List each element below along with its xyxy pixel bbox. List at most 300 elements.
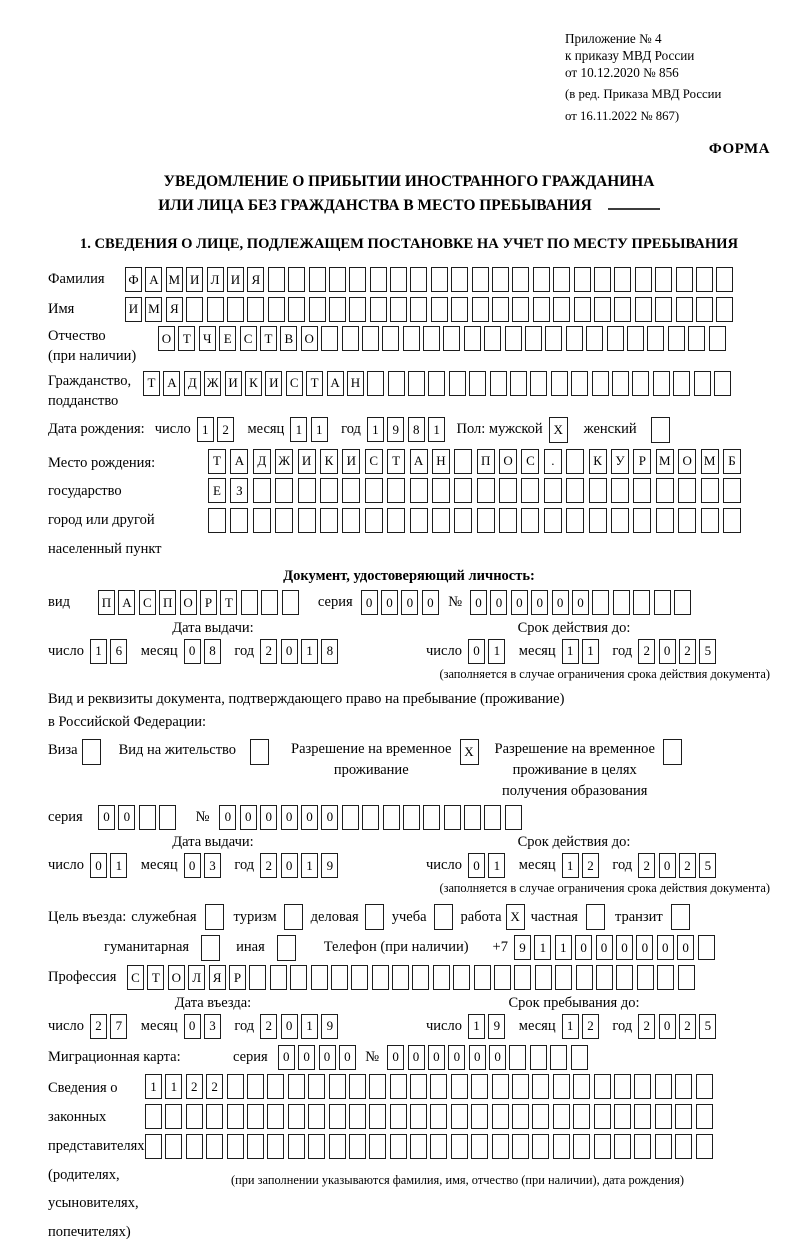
char-cell[interactable]: [655, 297, 672, 322]
char-cell[interactable]: 1: [562, 1014, 579, 1039]
char-cell[interactable]: 0: [301, 805, 318, 830]
char-cell[interactable]: [632, 371, 649, 396]
char-cell[interactable]: 9: [387, 417, 404, 442]
char-cell[interactable]: [611, 508, 629, 533]
char-cell[interactable]: [433, 965, 450, 990]
char-cell[interactable]: [469, 371, 486, 396]
char-cell[interactable]: [230, 508, 248, 533]
char-cell[interactable]: Т: [208, 449, 226, 474]
char-cell[interactable]: 5: [699, 1014, 716, 1039]
char-cell[interactable]: [614, 1074, 631, 1099]
char-cell[interactable]: [678, 478, 696, 503]
char-cell[interactable]: О: [499, 449, 517, 474]
char-cell[interactable]: [512, 1074, 529, 1099]
char-cell[interactable]: [365, 508, 383, 533]
char-cell[interactable]: [651, 417, 670, 443]
char-cell[interactable]: Я: [166, 297, 183, 322]
char-cell[interactable]: [676, 267, 693, 292]
char-cell[interactable]: 0: [448, 1045, 465, 1070]
char-cell[interactable]: 9: [321, 853, 338, 878]
char-cell[interactable]: 0: [184, 853, 201, 878]
char-cell[interactable]: [253, 478, 271, 503]
char-cell[interactable]: [428, 371, 445, 396]
char-cell[interactable]: [614, 1104, 631, 1129]
char-cell[interactable]: С: [286, 371, 303, 396]
char-cell[interactable]: И: [342, 449, 360, 474]
char-cell[interactable]: 0: [184, 639, 201, 664]
char-cell[interactable]: Н: [432, 449, 450, 474]
char-cell[interactable]: 1: [534, 935, 551, 960]
char-cell[interactable]: 0: [281, 639, 298, 664]
char-cell[interactable]: [505, 326, 522, 351]
char-cell[interactable]: [349, 1074, 366, 1099]
char-cell[interactable]: 0: [468, 853, 485, 878]
char-cell[interactable]: [655, 267, 672, 292]
char-cell[interactable]: [655, 1074, 672, 1099]
char-cell[interactable]: [492, 267, 509, 292]
char-cell[interactable]: [432, 478, 450, 503]
char-cell[interactable]: Ж: [204, 371, 221, 396]
char-cell[interactable]: [573, 1134, 590, 1159]
char-cell[interactable]: [329, 1074, 346, 1099]
char-cell[interactable]: 0: [281, 853, 298, 878]
char-cell[interactable]: [288, 1104, 305, 1129]
char-cell[interactable]: И: [298, 449, 316, 474]
char-cell[interactable]: 0: [659, 639, 676, 664]
char-cell[interactable]: [701, 508, 719, 533]
char-cell[interactable]: [566, 326, 583, 351]
char-cell[interactable]: 0: [575, 935, 592, 960]
char-cell[interactable]: П: [477, 449, 495, 474]
char-cell[interactable]: [544, 478, 562, 503]
char-cell[interactable]: О: [678, 449, 696, 474]
char-cell[interactable]: [390, 1134, 407, 1159]
char-cell[interactable]: [267, 1104, 284, 1129]
char-cell[interactable]: Д: [253, 449, 271, 474]
char-cell[interactable]: [675, 1134, 692, 1159]
char-cell[interactable]: [512, 297, 529, 322]
char-cell[interactable]: [451, 297, 468, 322]
char-cell[interactable]: [349, 267, 366, 292]
char-cell[interactable]: [329, 297, 346, 322]
char-cell[interactable]: [227, 1074, 244, 1099]
char-cell[interactable]: Т: [220, 590, 237, 615]
char-cell[interactable]: [247, 297, 264, 322]
char-cell[interactable]: [657, 965, 674, 990]
char-cell[interactable]: [432, 508, 450, 533]
char-cell[interactable]: [675, 1074, 692, 1099]
char-cell[interactable]: [227, 1104, 244, 1129]
char-cell[interactable]: [490, 371, 507, 396]
char-cell[interactable]: 0: [281, 805, 298, 830]
char-cell[interactable]: [611, 478, 629, 503]
char-cell[interactable]: 2: [582, 1014, 599, 1039]
char-cell[interactable]: [451, 1104, 468, 1129]
char-cell[interactable]: [530, 1045, 547, 1070]
char-cell[interactable]: [431, 267, 448, 292]
char-cell[interactable]: [186, 297, 203, 322]
char-cell[interactable]: 2: [206, 1074, 223, 1099]
char-cell[interactable]: 2: [679, 853, 696, 878]
char-cell[interactable]: [388, 371, 405, 396]
char-cell[interactable]: [249, 965, 266, 990]
char-cell[interactable]: [512, 1104, 529, 1129]
char-cell[interactable]: [410, 1074, 427, 1099]
char-cell[interactable]: [369, 1104, 386, 1129]
char-cell[interactable]: [408, 371, 425, 396]
char-cell[interactable]: 9: [514, 935, 531, 960]
char-cell[interactable]: X: [549, 417, 568, 443]
char-cell[interactable]: Т: [147, 965, 164, 990]
char-cell[interactable]: X: [460, 739, 479, 765]
char-cell[interactable]: И: [225, 371, 242, 396]
char-cell[interactable]: К: [320, 449, 338, 474]
char-cell[interactable]: 2: [260, 853, 277, 878]
char-cell[interactable]: [492, 297, 509, 322]
char-cell[interactable]: 0: [659, 853, 676, 878]
char-cell[interactable]: [431, 297, 448, 322]
char-cell[interactable]: [574, 297, 591, 322]
char-cell[interactable]: 0: [260, 805, 277, 830]
char-cell[interactable]: [250, 739, 269, 765]
char-cell[interactable]: Т: [306, 371, 323, 396]
char-cell[interactable]: [471, 1104, 488, 1129]
char-cell[interactable]: [309, 297, 326, 322]
char-cell[interactable]: [607, 326, 624, 351]
char-cell[interactable]: [696, 1074, 713, 1099]
char-cell[interactable]: [331, 965, 348, 990]
char-cell[interactable]: Я: [247, 267, 264, 292]
char-cell[interactable]: [367, 371, 384, 396]
char-cell[interactable]: [505, 805, 522, 830]
char-cell[interactable]: 9: [488, 1014, 505, 1039]
char-cell[interactable]: [655, 1134, 672, 1159]
char-cell[interactable]: [309, 267, 326, 292]
char-cell[interactable]: [688, 326, 705, 351]
char-cell[interactable]: [589, 508, 607, 533]
char-cell[interactable]: [694, 371, 711, 396]
char-cell[interactable]: [614, 297, 631, 322]
char-cell[interactable]: [288, 1074, 305, 1099]
char-cell[interactable]: [423, 326, 440, 351]
char-cell[interactable]: 5: [699, 853, 716, 878]
char-cell[interactable]: [275, 478, 293, 503]
char-cell[interactable]: [594, 1104, 611, 1129]
char-cell[interactable]: [382, 326, 399, 351]
char-cell[interactable]: [288, 297, 305, 322]
char-cell[interactable]: [723, 508, 741, 533]
char-cell[interactable]: [633, 478, 651, 503]
char-cell[interactable]: [656, 478, 674, 503]
char-cell[interactable]: [227, 1134, 244, 1159]
char-cell[interactable]: [574, 267, 591, 292]
char-cell[interactable]: [165, 1104, 182, 1129]
char-cell[interactable]: 0: [408, 1045, 425, 1070]
char-cell[interactable]: [247, 1104, 264, 1129]
char-cell[interactable]: 2: [260, 639, 277, 664]
char-cell[interactable]: [614, 267, 631, 292]
char-cell[interactable]: [390, 1074, 407, 1099]
char-cell[interactable]: [544, 508, 562, 533]
char-cell[interactable]: А: [410, 449, 428, 474]
char-cell[interactable]: [553, 1104, 570, 1129]
char-cell[interactable]: [673, 371, 690, 396]
char-cell[interactable]: [521, 478, 539, 503]
char-cell[interactable]: 0: [490, 590, 507, 615]
char-cell[interactable]: 0: [428, 1045, 445, 1070]
char-cell[interactable]: [390, 1104, 407, 1129]
char-cell[interactable]: 1: [555, 935, 572, 960]
char-cell[interactable]: О: [158, 326, 175, 351]
char-cell[interactable]: [201, 935, 220, 961]
char-cell[interactable]: Т: [387, 449, 405, 474]
char-cell[interactable]: 0: [118, 805, 135, 830]
char-cell[interactable]: [545, 326, 562, 351]
char-cell[interactable]: [696, 1134, 713, 1159]
char-cell[interactable]: 0: [511, 590, 528, 615]
char-cell[interactable]: [311, 965, 328, 990]
char-cell[interactable]: [678, 965, 695, 990]
char-cell[interactable]: [365, 904, 384, 930]
char-cell[interactable]: [586, 326, 603, 351]
char-cell[interactable]: [372, 965, 389, 990]
char-cell[interactable]: В: [280, 326, 297, 351]
char-cell[interactable]: [410, 1104, 427, 1129]
char-cell[interactable]: [653, 371, 670, 396]
char-cell[interactable]: [634, 1134, 651, 1159]
char-cell[interactable]: 1: [488, 853, 505, 878]
char-cell[interactable]: [633, 508, 651, 533]
char-cell[interactable]: С: [127, 965, 144, 990]
char-cell[interactable]: [655, 1104, 672, 1129]
char-cell[interactable]: [454, 508, 472, 533]
char-cell[interactable]: [451, 267, 468, 292]
char-cell[interactable]: И: [125, 297, 142, 322]
char-cell[interactable]: Б: [723, 449, 741, 474]
char-cell[interactable]: [298, 508, 316, 533]
char-cell[interactable]: [267, 1134, 284, 1159]
char-cell[interactable]: [145, 1134, 162, 1159]
char-cell[interactable]: [186, 1134, 203, 1159]
char-cell[interactable]: [696, 267, 713, 292]
char-cell[interactable]: [268, 267, 285, 292]
char-cell[interactable]: [594, 1074, 611, 1099]
char-cell[interactable]: [566, 508, 584, 533]
char-cell[interactable]: [696, 297, 713, 322]
char-cell[interactable]: [383, 805, 400, 830]
char-cell[interactable]: [627, 326, 644, 351]
char-cell[interactable]: 0: [552, 590, 569, 615]
char-cell[interactable]: Т: [178, 326, 195, 351]
char-cell[interactable]: [308, 1134, 325, 1159]
char-cell[interactable]: К: [245, 371, 262, 396]
char-cell[interactable]: [288, 267, 305, 292]
char-cell[interactable]: 0: [219, 805, 236, 830]
char-cell[interactable]: [592, 590, 609, 615]
char-cell[interactable]: 6: [110, 639, 127, 664]
char-cell[interactable]: [261, 590, 278, 615]
char-cell[interactable]: [571, 1045, 588, 1070]
char-cell[interactable]: [277, 935, 296, 961]
char-cell[interactable]: [533, 267, 550, 292]
char-cell[interactable]: 1: [428, 417, 445, 442]
char-cell[interactable]: Л: [188, 965, 205, 990]
char-cell[interactable]: П: [98, 590, 115, 615]
char-cell[interactable]: [678, 508, 696, 533]
char-cell[interactable]: [451, 1134, 468, 1159]
char-cell[interactable]: Н: [347, 371, 364, 396]
char-cell[interactable]: 2: [679, 1014, 696, 1039]
char-cell[interactable]: 0: [657, 935, 674, 960]
char-cell[interactable]: .: [544, 449, 562, 474]
char-cell[interactable]: [573, 1104, 590, 1129]
char-cell[interactable]: 1: [367, 417, 384, 442]
char-cell[interactable]: 0: [278, 1045, 295, 1070]
char-cell[interactable]: 2: [638, 853, 655, 878]
char-cell[interactable]: 1: [301, 1014, 318, 1039]
char-cell[interactable]: 0: [184, 1014, 201, 1039]
char-cell[interactable]: Е: [208, 478, 226, 503]
char-cell[interactable]: 3: [204, 853, 221, 878]
char-cell[interactable]: 0: [422, 590, 439, 615]
char-cell[interactable]: [321, 326, 338, 351]
char-cell[interactable]: [206, 1104, 223, 1129]
char-cell[interactable]: [647, 326, 664, 351]
char-cell[interactable]: 1: [90, 639, 107, 664]
char-cell[interactable]: [365, 478, 383, 503]
char-cell[interactable]: [82, 739, 101, 765]
char-cell[interactable]: [390, 267, 407, 292]
char-cell[interactable]: Р: [633, 449, 651, 474]
char-cell[interactable]: [477, 508, 495, 533]
char-cell[interactable]: 1: [197, 417, 214, 442]
char-cell[interactable]: [369, 1074, 386, 1099]
char-cell[interactable]: [443, 326, 460, 351]
char-cell[interactable]: А: [327, 371, 344, 396]
char-cell[interactable]: [484, 326, 501, 351]
char-cell[interactable]: [510, 371, 527, 396]
char-cell[interactable]: [329, 267, 346, 292]
char-cell[interactable]: [320, 478, 338, 503]
char-cell[interactable]: 0: [381, 590, 398, 615]
char-cell[interactable]: [553, 1074, 570, 1099]
char-cell[interactable]: [635, 297, 652, 322]
char-cell[interactable]: [674, 590, 691, 615]
char-cell[interactable]: 0: [531, 590, 548, 615]
char-cell[interactable]: С: [365, 449, 383, 474]
char-cell[interactable]: [454, 478, 472, 503]
char-cell[interactable]: [351, 965, 368, 990]
char-cell[interactable]: [555, 965, 572, 990]
char-cell[interactable]: [206, 1134, 223, 1159]
char-cell[interactable]: [474, 965, 491, 990]
char-cell[interactable]: [349, 1134, 366, 1159]
char-cell[interactable]: [634, 1104, 651, 1129]
char-cell[interactable]: М: [145, 297, 162, 322]
char-cell[interactable]: [675, 1104, 692, 1129]
char-cell[interactable]: 0: [90, 853, 107, 878]
char-cell[interactable]: [530, 371, 547, 396]
char-cell[interactable]: [403, 805, 420, 830]
char-cell[interactable]: С: [240, 326, 257, 351]
char-cell[interactable]: [362, 326, 379, 351]
char-cell[interactable]: А: [230, 449, 248, 474]
char-cell[interactable]: [551, 371, 568, 396]
char-cell[interactable]: [499, 508, 517, 533]
char-cell[interactable]: Ч: [199, 326, 216, 351]
char-cell[interactable]: М: [656, 449, 674, 474]
char-cell[interactable]: [449, 371, 466, 396]
char-cell[interactable]: [186, 1104, 203, 1129]
char-cell[interactable]: 1: [468, 1014, 485, 1039]
char-cell[interactable]: [370, 267, 387, 292]
char-cell[interactable]: 0: [659, 1014, 676, 1039]
char-cell[interactable]: [434, 904, 453, 930]
char-cell[interactable]: [613, 590, 630, 615]
char-cell[interactable]: [576, 965, 593, 990]
char-cell[interactable]: [566, 478, 584, 503]
char-cell[interactable]: [494, 965, 511, 990]
char-cell[interactable]: [387, 478, 405, 503]
char-cell[interactable]: 2: [260, 1014, 277, 1039]
char-cell[interactable]: К: [589, 449, 607, 474]
char-cell[interactable]: Р: [200, 590, 217, 615]
char-cell[interactable]: 0: [470, 590, 487, 615]
char-cell[interactable]: 7: [110, 1014, 127, 1039]
char-cell[interactable]: [342, 478, 360, 503]
char-cell[interactable]: [290, 965, 307, 990]
char-cell[interactable]: 1: [562, 853, 579, 878]
char-cell[interactable]: [453, 965, 470, 990]
char-cell[interactable]: [671, 904, 690, 930]
char-cell[interactable]: [270, 965, 287, 990]
char-cell[interactable]: О: [301, 326, 318, 351]
char-cell[interactable]: [423, 805, 440, 830]
char-cell[interactable]: [656, 508, 674, 533]
char-cell[interactable]: [533, 297, 550, 322]
char-cell[interactable]: [392, 965, 409, 990]
char-cell[interactable]: О: [180, 590, 197, 615]
char-cell[interactable]: [308, 1104, 325, 1129]
char-cell[interactable]: [532, 1074, 549, 1099]
char-cell[interactable]: [430, 1074, 447, 1099]
char-cell[interactable]: [553, 267, 570, 292]
char-cell[interactable]: 8: [408, 417, 425, 442]
char-cell[interactable]: 0: [361, 590, 378, 615]
char-cell[interactable]: [430, 1134, 447, 1159]
char-cell[interactable]: [532, 1104, 549, 1129]
char-cell[interactable]: [492, 1074, 509, 1099]
char-cell[interactable]: 1: [290, 417, 307, 442]
char-cell[interactable]: [145, 1104, 162, 1129]
char-cell[interactable]: [362, 805, 379, 830]
char-cell[interactable]: [410, 297, 427, 322]
char-cell[interactable]: [594, 267, 611, 292]
char-cell[interactable]: [208, 508, 226, 533]
char-cell[interactable]: 2: [217, 417, 234, 442]
char-cell[interactable]: 1: [110, 853, 127, 878]
char-cell[interactable]: [410, 478, 428, 503]
char-cell[interactable]: 1: [488, 639, 505, 664]
char-cell[interactable]: [535, 965, 552, 990]
char-cell[interactable]: Ж: [275, 449, 293, 474]
char-cell[interactable]: [410, 508, 428, 533]
char-cell[interactable]: 0: [572, 590, 589, 615]
char-cell[interactable]: 0: [321, 805, 338, 830]
char-cell[interactable]: [614, 1134, 631, 1159]
char-cell[interactable]: [241, 590, 258, 615]
char-cell[interactable]: [492, 1134, 509, 1159]
